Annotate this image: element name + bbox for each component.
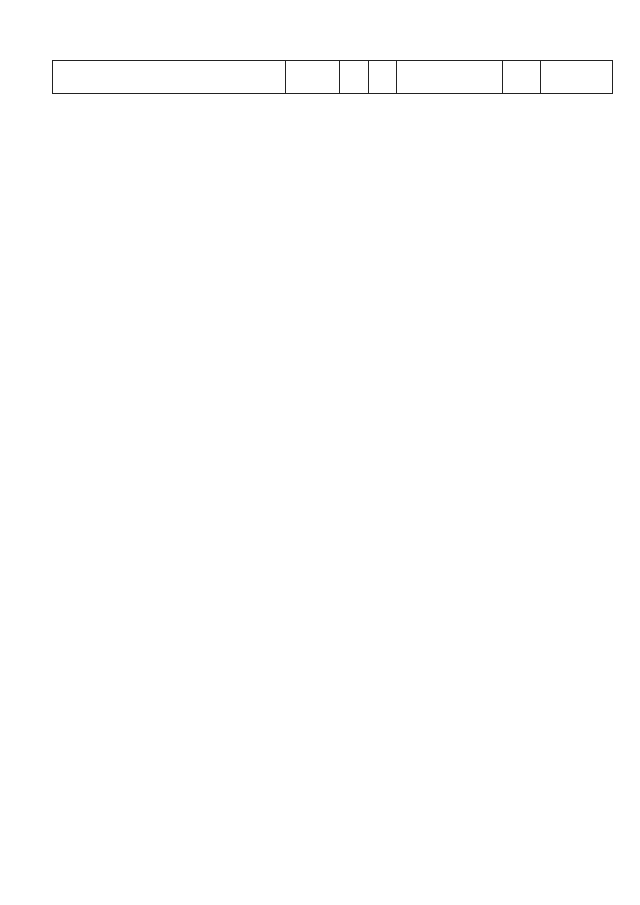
header-vr [503, 61, 541, 93]
header-name [53, 61, 286, 93]
table-header [52, 60, 613, 94]
header-rz [340, 61, 369, 93]
header-csr [397, 61, 504, 93]
header-kvsr [286, 61, 340, 93]
header-pr [369, 61, 397, 93]
header-amount [541, 61, 612, 93]
